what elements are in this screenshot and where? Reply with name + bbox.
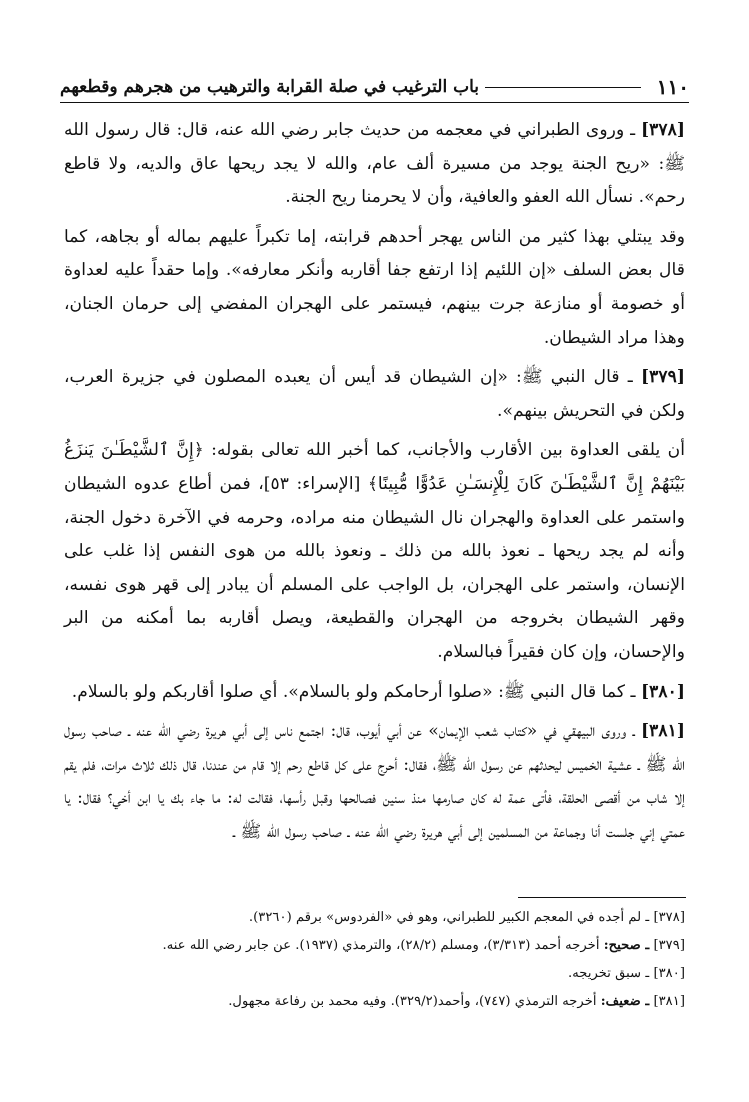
paragraph-text: ـ كما قال النبي ﷺ: «صلوا أرحامكم ولو بالسلام». أي صلوا أقاربكم ولو بالسلام. — [71, 681, 636, 702]
page-number: ١١٠ — [656, 75, 689, 99]
footnote-text: ـ لم أجده في المعجم الكبير للطبراني، وهو في «الفردوس» برقم (٣٢٦٠). — [248, 910, 650, 925]
footnote-number: [٣٧٩] — [653, 938, 685, 953]
page-header — [60, 72, 689, 102]
paragraph-380 — [64, 676, 685, 710]
paragraph-text: ـ وروى الطبراني في معجمه من حديث جابر رضي الله عنه، قال: قال رسول الله ﷺ: «ريح الجنة يوجد من مسيرة ألف عام، والله لا يجد ريحها عاق والديه، ولا قاطع رحم». نسأل الله العفو والعافية، وأن لا يحرمنا ريح الجنة. — [64, 120, 685, 208]
footnote-378 — [64, 905, 685, 931]
footnote-379 — [64, 933, 685, 959]
header-underline — [60, 102, 689, 103]
footnote-number: [٣٨٠] — [653, 966, 685, 981]
paragraph-378 — [64, 114, 685, 215]
footnotes — [64, 905, 685, 1017]
footnote-grade: ـ صحيح: — [603, 938, 650, 953]
chapter-title: باب الترغيب في صلة القرابة والترهيب من هجرهم وقطعهم — [60, 77, 479, 97]
hadith-number: [٣٧٩] — [641, 367, 686, 388]
footnote-text: أخرجه أحمد (٣/٣١٣)، ومسلم (٢٨/٢)، والترمذي (١٩٣٧). عن جابر رضي الله عنه. — [162, 938, 600, 953]
footnote-grade: ـ ضعيف: — [600, 994, 650, 1009]
footnote-number: [٣٨١] — [653, 994, 685, 1009]
paragraph-text: ـ قال النبي ﷺ: «إن الشيطان قد أيس أن يعبده المصلون في جزيرة العرب، ولكن في التحريش بينهم». — [64, 367, 685, 421]
paragraph-381 — [64, 715, 685, 849]
footnote-text: ـ سبق تخريجه. — [568, 966, 650, 981]
footnote-text: أخرجه الترمذي (٧٤٧)، وأحمد(٣٢٩/٢). وفيه محمد بن رفاعة مجهول. — [228, 994, 597, 1009]
paragraph-commentary-1: وقد يبتلي بهذا كثير من الناس يهجر أحدهم قرابته، إما تكبراً عليهم بماله أو بجاهه، كما قال بعض السلف «إن اللئيم إذا ارتفع جفا أقاربه وأنكر معارفه». وإما حقداً عليه لعداوة أو خصومة أو منازعة جرت بينهم، فيستمر على الهجران المفضي إلى حرمان الجنان، وهذا مراد الشيطان. — [64, 226, 685, 348]
footnote-381 — [64, 989, 685, 1015]
hadith-number: [٣٨١] — [641, 721, 685, 742]
header-rule — [485, 87, 641, 88]
footnote-separator — [518, 897, 686, 898]
footnote-number: [٣٧٨] — [653, 910, 685, 925]
hadith-number: [٣٨٠] — [641, 681, 685, 702]
footnote-380 — [64, 961, 685, 987]
main-text — [64, 114, 685, 855]
paragraph-text: ـ وروى البيهقي في «كتاب شعب الإيمان» عن أبي أيوب، قال: اجتمع ناس إلى أبي هريرة رضي الله عنه ـ صاحب رسول الله ﷺ ـ عشية الخميس ليحدثهم عن رسول الله ﷺ، فقال: أحرج على كل قاطع رحم إلا قام من عندنا، قال ذلك ثلاث مرات، فلم يقم إلا شاب من أقصى الحلقة، فأتى عمة له كان صارمها منذ سنين فصالحها وقبل رأسها، فقالت له: ما جاء بك يا ابن أخي؟ فقال: يا عمتي إني جلست أنا وجماعة من المسلمين إلى أبي هريرة رضي الله عنه ـ صاحب رسول الله ﷺ ـ — [64, 721, 685, 842]
hadith-number: [٣٧٨] — [641, 120, 685, 140]
paragraph-commentary-2: أن يلقى العداوة بين الأقارب والأجانب، كما أخبر الله تعالى بقوله: ﴿إِنَّ ٱلشَّيْطَـٰنَ يَنزَغُ بَيْنَهُمْ إِنَّ ٱلشَّيْطَـٰنَ كَانَ لِلْإِنسَـٰنِ عَدُوًّا مُّبِينًا﴾ [الإسراء: ٥٣]، فمن أطاع عدوه الشيطان واستمر على العداوة والهجران نال الشيطان منه مراده، وحرمه في الآخرة دخول الجنة، وأنه لم يجد ريحها ـ نعوذ بالله من ذلك ـ ونعوذ بالله من هوى النفس إذا غلب على الإنسان، واستمر على الهجران، بل الواجب على المسلم أن يبادر إلى قهر هوى نفسه، وقهر الشيطان بخروجه من الهجران والقطيعة، ويصل أقاربه بما أمكنه من البر والإحسان، وإن كان فقيراً فبالسلام. — [64, 440, 685, 662]
paragraph-379 — [64, 361, 685, 428]
